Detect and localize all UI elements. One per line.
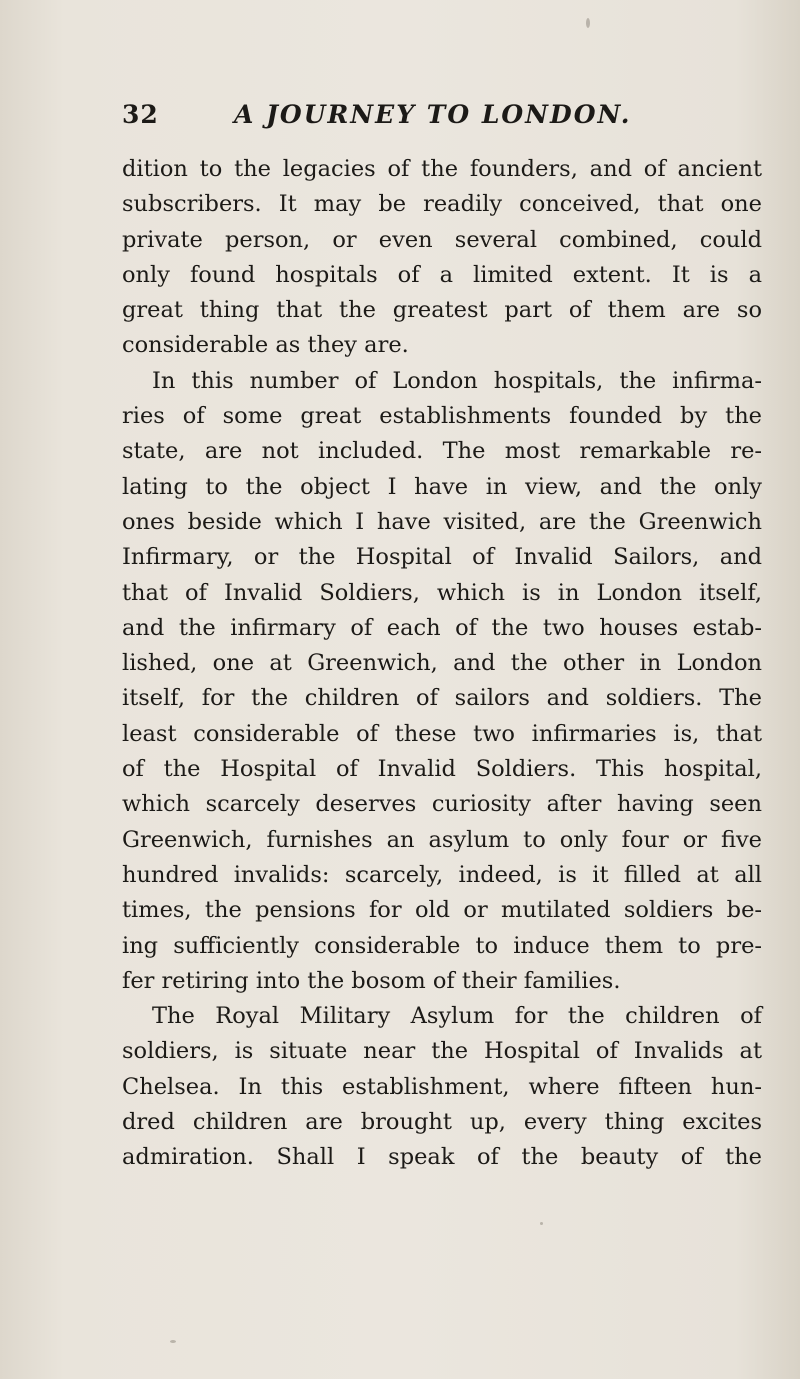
- text-line: least considerable of these two infirmaries is, that: [122, 720, 762, 747]
- paper-speck: [540, 1222, 543, 1225]
- text-line: In this number of London hospitals, the infirma-: [152, 367, 762, 394]
- text-line: dred children are brought up, every thing excites: [122, 1109, 762, 1136]
- text-line: considerable as they are.: [122, 332, 409, 359]
- text-line: hundred invalids: scarcely, indeed, is it filled at all: [122, 861, 762, 888]
- text-line: dition to the legacies of the founders, and of ancient: [122, 156, 762, 182]
- text-line: lating to the object I have in view, and the only: [122, 473, 762, 500]
- text-line: lished, one at Greenwich, and the other in London: [122, 650, 762, 677]
- text-line: great thing that the greatest part of them are so: [122, 297, 762, 324]
- text-line: of the Hospital of Invalid Soldiers. This hospital,: [122, 756, 762, 783]
- text-line: ing sufficiently considerable to induce them to pre-: [122, 932, 762, 959]
- text-line: times, the pensions for old or mutilated soldiers be-: [122, 897, 762, 924]
- text-line: The Royal Military Asylum for the children of: [152, 1003, 762, 1030]
- text-line: itself, for the children of sailors and soldiers. The: [122, 685, 762, 712]
- text-line: ones beside which I have visited, are the Greenwich: [122, 508, 762, 535]
- text-line: private person, or even several combined, could: [122, 226, 762, 253]
- text-line: fer retiring into the bosom of their families.: [122, 967, 621, 994]
- text-line: ries of some great establishments founded by the: [122, 403, 762, 430]
- body-text: [122, 152, 762, 1176]
- running-title: A JOURNEY TO LONDON.: [234, 100, 632, 129]
- running-head: [122, 100, 682, 134]
- text-line: subscribers. It may be readily conceived, that one: [122, 191, 762, 218]
- text-line: soldiers, is situate near the Hospital of Invalids at: [122, 1038, 762, 1065]
- text-line: only found hospitals of a limited extent. It is a: [122, 261, 762, 288]
- text-line: and the infirmary of each of the two houses estab-: [122, 614, 762, 641]
- text-line: Greenwich, furnishes an asylum to only four or five: [122, 826, 762, 853]
- text-line: which scarcely deserves curiosity after having seen: [122, 791, 762, 818]
- paper-speck: [586, 18, 590, 28]
- text-line: Chelsea. In this establishment, where fifteen hun-: [122, 1073, 762, 1100]
- text-line: Infirmary, or the Hospital of Invalid Sailors, and: [122, 544, 762, 571]
- text-line: that of Invalid Soldiers, which is in London itself,: [122, 579, 762, 606]
- page-number: 32: [122, 100, 159, 129]
- text-line: admiration. Shall I speak of the beauty of the: [122, 1144, 762, 1171]
- paper-speck: [170, 1340, 176, 1343]
- text-line: state, are not included. The most remarkable re-: [122, 438, 762, 465]
